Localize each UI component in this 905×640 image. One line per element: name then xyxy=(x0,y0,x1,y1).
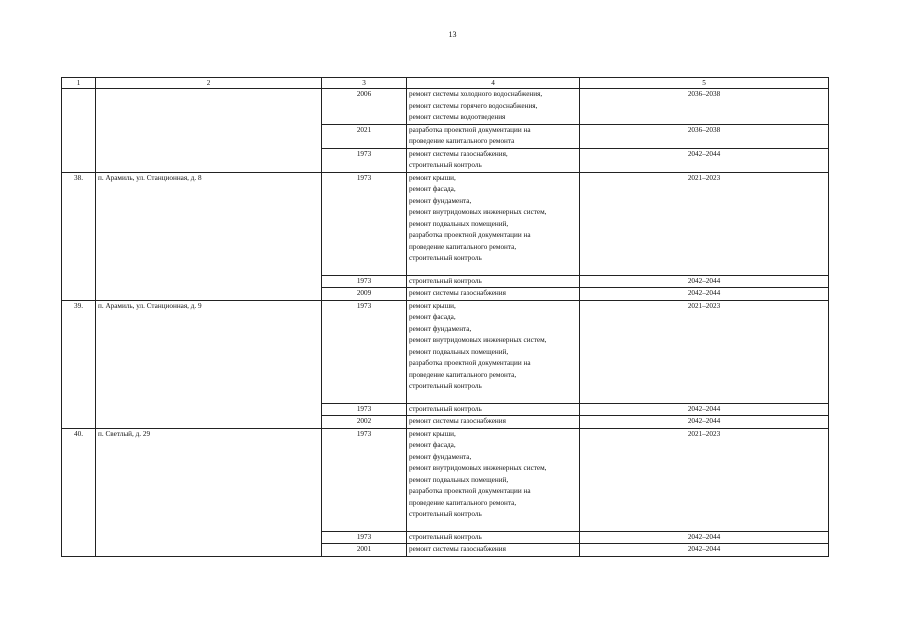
address-cell: п. Светлый, д. 29 xyxy=(96,428,322,556)
period-cell: 2021–2023 xyxy=(580,300,829,403)
header-row xyxy=(62,78,829,89)
year-cell: 1973 xyxy=(322,300,407,403)
repair-schedule-table xyxy=(61,77,829,557)
works-cell: строительный контроль xyxy=(407,531,580,544)
entry-number-cell: 40. xyxy=(62,428,96,556)
period-cell: 2042–2044 xyxy=(580,403,829,416)
year-cell: 2002 xyxy=(322,416,407,429)
address-cell xyxy=(96,89,322,173)
period-cell: 2021–2023 xyxy=(580,428,829,531)
table-row xyxy=(62,89,829,125)
works-cell: ремонт системы газоснабжения xyxy=(407,288,580,301)
header-col-1: 1 xyxy=(62,78,96,89)
period-cell: 2021–2023 xyxy=(580,172,829,275)
works-cell: ремонт системы газоснабжения xyxy=(407,544,580,557)
year-cell: 2001 xyxy=(322,544,407,557)
year-cell: 1973 xyxy=(322,531,407,544)
period-cell: 2042–2044 xyxy=(580,148,829,172)
entry-number-cell: 39. xyxy=(62,300,96,428)
works-cell: ремонт крыши, ремонт фасада, ремонт фундамента, ремонт внутридомовых инженерных систем, ремонт подвальных помещений, разработка проектной документации на проведение капитального ремонта, строительный контроль xyxy=(407,428,580,531)
address-cell: п. Арамиль, ул. Станционная, д. 8 xyxy=(96,172,322,300)
table-row xyxy=(62,428,829,531)
year-cell: 2006 xyxy=(322,89,407,125)
year-cell: 2021 xyxy=(322,124,407,148)
period-cell: 2036–2038 xyxy=(580,89,829,125)
works-cell: строительный контроль xyxy=(407,275,580,288)
works-cell: ремонт крыши, ремонт фасада, ремонт фундамента, ремонт внутридомовых инженерных систем, ремонт подвальных помещений, разработка проектной документации на проведение капитального ремонта, строительный контроль xyxy=(407,172,580,275)
period-cell: 2042–2044 xyxy=(580,531,829,544)
page-number: 13 xyxy=(448,30,457,39)
year-cell: 1973 xyxy=(322,428,407,531)
period-cell: 2036–2038 xyxy=(580,124,829,148)
year-cell: 2009 xyxy=(322,288,407,301)
table-row xyxy=(62,172,829,275)
works-cell: ремонт системы холодного водоснабжения, ремонт системы горячего водоснабжения, ремонт системы водоотведения xyxy=(407,89,580,125)
period-cell: 2042–2044 xyxy=(580,275,829,288)
address-cell: п. Арамиль, ул. Станционная, д. 9 xyxy=(96,300,322,428)
header-col-3: 3 xyxy=(322,78,407,89)
works-cell: ремонт системы газоснабжения xyxy=(407,416,580,429)
header-col-5: 5 xyxy=(580,78,829,89)
works-cell: ремонт системы газоснабжения, строительный контроль xyxy=(407,148,580,172)
header-col-2: 2 xyxy=(96,78,322,89)
header-col-4: 4 xyxy=(407,78,580,89)
works-cell: ремонт крыши, ремонт фасада, ремонт фундамента, ремонт внутридомовых инженерных систем, ремонт подвальных помещений, разработка проектной документации на проведение капитального ремонта, строительный контроль xyxy=(407,300,580,403)
works-cell: строительный контроль xyxy=(407,403,580,416)
table-row xyxy=(62,300,829,403)
works-cell: разработка проектной документации на проведение капитального ремонта xyxy=(407,124,580,148)
year-cell: 1973 xyxy=(322,148,407,172)
entry-number-cell: 38. xyxy=(62,172,96,300)
year-cell: 1973 xyxy=(322,172,407,275)
period-cell: 2042–2044 xyxy=(580,416,829,429)
entry-number-cell xyxy=(62,89,96,173)
year-cell: 1973 xyxy=(322,403,407,416)
period-cell: 2042–2044 xyxy=(580,544,829,557)
period-cell: 2042–2044 xyxy=(580,288,829,301)
year-cell: 1973 xyxy=(322,275,407,288)
